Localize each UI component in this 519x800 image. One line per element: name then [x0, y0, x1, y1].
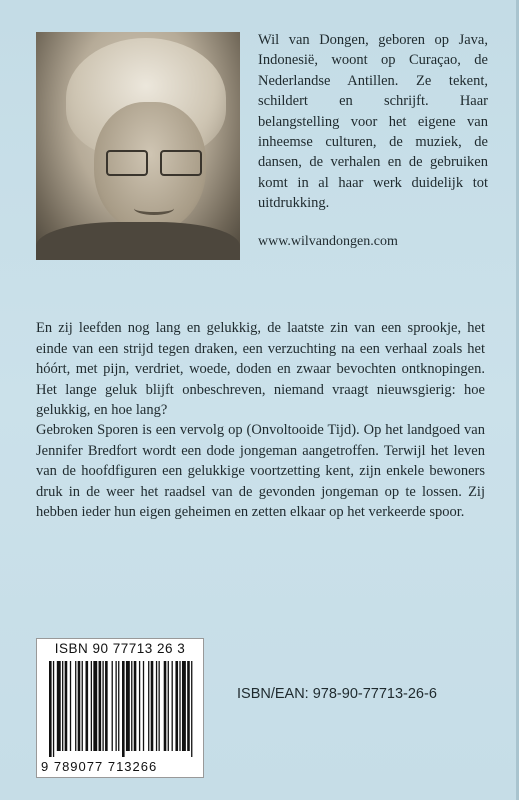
- barcode-bar: [53, 661, 54, 757]
- barcode-bar: [99, 661, 102, 751]
- barcode-bar: [82, 661, 83, 751]
- barcode-bar: [172, 661, 173, 751]
- author-photo-shoulder: [36, 222, 240, 260]
- barcode-bar: [159, 661, 160, 751]
- blurb-paragraph-2: Gebroken Sporen is een vervolg op (Onvoltooide Tijd). Op het landgoed van Jennifer Bredfort wordt een dode jongeman aangetroffen. Terwijl het leven van de hoofdfiguren een gelukkige voortzetting kent, zijn enkele bewoners druk in de weer het raadsel van de gevonden jongeman op te lossen. Zij hebben ieder hun eigen geheimen en zetten elkaar op het verkeerde spoor.: [36, 422, 485, 520]
- barcode-bar: [156, 661, 157, 751]
- barcode-bar: [65, 661, 68, 751]
- barcode-bar: [122, 661, 125, 757]
- barcode-bar: [57, 661, 61, 751]
- blurb-paragraph-1: En zij leefden nog lang en gelukkig, de laatste zin van een sprookje, het einde van een strijd tegen draken, een verzuchting na een verhaal zoals het hóórt, met pijn, verdriet, woede, doden en zwaar bevochten ontknopingen. Het lange geluk blijft onbeschreven, niemand vraagt nieuwsgierig: hoe gelukkig, en hoe lang?: [36, 320, 485, 418]
- glasses-left-lens: [106, 150, 148, 176]
- barcode-bar: [134, 661, 137, 751]
- barcode-bar: [143, 661, 144, 751]
- barcode-ean-digits: 9 789077 713266: [41, 759, 158, 774]
- barcode-bar: [105, 661, 108, 751]
- barcode-bar: [148, 661, 149, 751]
- barcode-bar: [102, 661, 103, 751]
- barcode-bar: [131, 661, 132, 751]
- barcode-bar: [78, 661, 81, 751]
- author-photo-glasses: [106, 150, 202, 174]
- barcode-bar: [86, 661, 89, 751]
- barcode-bar: [118, 661, 119, 751]
- barcode-bar: [93, 661, 97, 751]
- author-website: www.wilvandongen.com: [258, 234, 398, 249]
- barcode-bar: [112, 661, 113, 751]
- barcode-bar: [49, 661, 52, 757]
- barcode-bar: [91, 661, 92, 751]
- isbn-ean-text: ISBN/EAN: 978-90-77713-26-6: [237, 686, 437, 702]
- barcode-bar: [164, 661, 167, 751]
- author-bio: Wil van Dongen, geboren op Java, Indonesië, woont op Curaçao, de Nederlandse Antillen. Ze tekent, schildert en schrijft. Haar belangstelling voor het eigene van inheemse culturen, de muziek, de dansen, de verhalen en de gebruiken komt in al haar werk duidelijk tot uitdrukking.: [258, 32, 488, 212]
- barcode-bar: [151, 661, 154, 751]
- barcode-bar: [191, 661, 192, 757]
- barcode-bar: [139, 661, 140, 751]
- barcode-bar: [126, 661, 130, 751]
- barcode-bar: [70, 661, 71, 751]
- barcode-bar: [179, 661, 180, 751]
- barcode-bar: [182, 661, 186, 751]
- barcode-bar: [75, 661, 76, 751]
- barcode-bar: [168, 661, 169, 751]
- author-photo: [36, 32, 240, 260]
- barcode-isbn-label: ISBN 90 77713 26 3: [54, 641, 186, 656]
- barcode-bar: [187, 661, 190, 751]
- author-photo-mouth: [134, 202, 174, 215]
- glasses-right-lens: [160, 150, 202, 176]
- barcode-bar: [175, 661, 178, 751]
- barcode-bars: [49, 661, 195, 757]
- barcode-bar: [115, 661, 116, 751]
- barcode-box: [36, 638, 204, 778]
- barcode-bar: [62, 661, 63, 751]
